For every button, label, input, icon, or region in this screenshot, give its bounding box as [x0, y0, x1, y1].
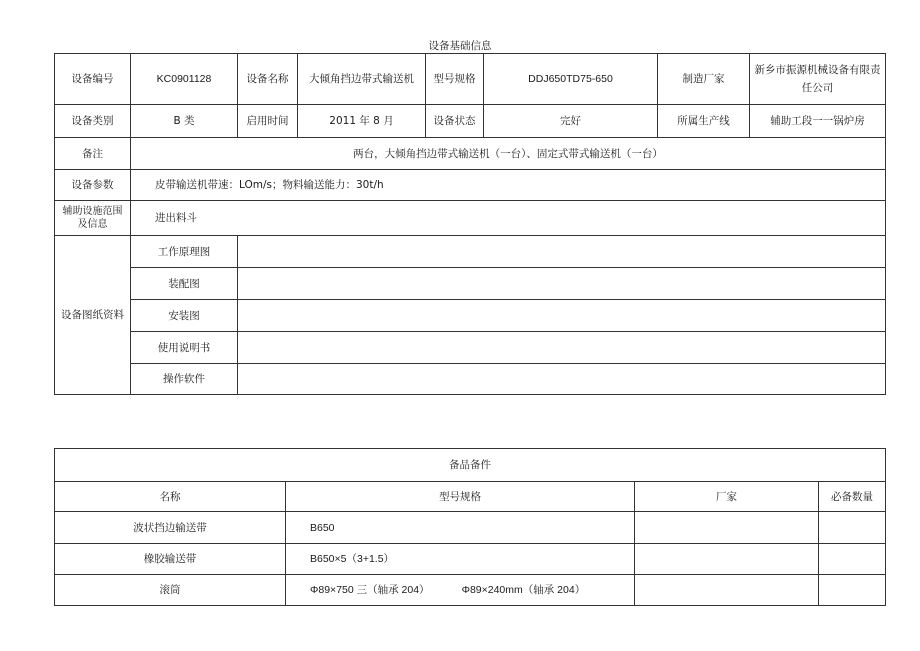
- row-drawing-4: [55, 332, 886, 364]
- status-value: 完好: [484, 105, 658, 138]
- spare-row: [55, 575, 886, 606]
- drawing-value: [238, 300, 886, 332]
- aux-label: 辅助设施范围及信息: [55, 201, 131, 236]
- spare-qty: [819, 512, 886, 544]
- model-label: 型号规格: [426, 54, 484, 105]
- equipment-name-label: 设备名称: [238, 54, 298, 105]
- spare-row: [55, 512, 886, 544]
- params-label: 设备参数: [55, 170, 131, 201]
- status-label: 设备状态: [426, 105, 484, 138]
- manufacturer-value: 新乡市振源机械设备有限责任公司: [750, 54, 886, 105]
- spare-spec: B650×5（3+1.5）: [286, 544, 635, 575]
- drawing-item: 安装图: [131, 300, 238, 332]
- spare-qty: [819, 544, 886, 575]
- production-line-label: 所属生产线: [658, 105, 750, 138]
- model-value: DDJ650TD75-650: [484, 54, 658, 105]
- spares-header-row: [55, 482, 886, 512]
- note-label: 备注: [55, 138, 131, 170]
- spare-spec: Φ89×750 三（轴承 204）: [310, 584, 430, 596]
- spare-qty: [819, 575, 886, 606]
- basic-info-table: [54, 53, 886, 395]
- spare-name: 波状挡边输送带: [55, 512, 286, 544]
- spare-spec-secondary: Φ89×240mm（轴承 204）: [461, 584, 586, 596]
- equipment-code: KC0901128: [131, 54, 238, 105]
- header-spec: 型号规格: [286, 482, 635, 512]
- row-drawing-5: [55, 364, 886, 395]
- header-maker: 厂家: [635, 482, 819, 512]
- row-aux: [55, 201, 886, 236]
- spare-maker: [635, 512, 819, 544]
- row-drawing-1: [55, 236, 886, 268]
- row-drawing-2: [55, 268, 886, 300]
- row-basic-2: [55, 105, 886, 138]
- spare-row: [55, 544, 886, 575]
- equipment-name: 大倾角挡边带式输送机: [298, 54, 426, 105]
- equipment-code-label: 设备编号: [55, 54, 131, 105]
- drawings-label: 设备图纸资料: [55, 236, 131, 395]
- drawing-value: [238, 332, 886, 364]
- category-label: 设备类别: [55, 105, 131, 138]
- start-date-value: 2011 年 8 月: [298, 105, 426, 138]
- spare-spec-cell: [286, 575, 635, 606]
- spare-name: 橡胶输送带: [55, 544, 286, 575]
- spare-parts-table: [54, 448, 886, 606]
- manufacturer-label: 制造厂家: [658, 54, 750, 105]
- spare-maker: [635, 544, 819, 575]
- drawing-value: [238, 268, 886, 300]
- drawing-value: [238, 364, 886, 395]
- header-qty: 必备数量: [819, 482, 886, 512]
- start-date-label: 启用时间: [238, 105, 298, 138]
- params-value: 皮带输送机带速：LOm/s；物料输送能力：30t/h: [131, 170, 886, 201]
- drawing-item: 工作原理图: [131, 236, 238, 268]
- basic-info-title: 设备基础信息: [428, 40, 492, 52]
- drawing-item: 使用说明书: [131, 332, 238, 364]
- spare-name: 滚筒: [55, 575, 286, 606]
- spares-title: 备品备件: [55, 449, 886, 482]
- aux-value: 进出料斗: [131, 201, 886, 236]
- drawing-item: 操作软件: [131, 364, 238, 395]
- drawing-item: 装配图: [131, 268, 238, 300]
- drawing-value: [238, 236, 886, 268]
- category-value: B 类: [131, 105, 238, 138]
- spare-maker: [635, 575, 819, 606]
- row-note: [55, 138, 886, 170]
- spare-spec: B650: [286, 512, 635, 544]
- row-basic-1: [55, 54, 886, 105]
- row-params: [55, 170, 886, 201]
- production-line-value: 辅助工段一一锅炉房: [750, 105, 886, 138]
- note-value: 两台，大倾角挡边带式输送机（一台）、固定式带式输送机（一台）: [131, 138, 886, 170]
- spares-title-row: [55, 449, 886, 482]
- header-name: 名称: [55, 482, 286, 512]
- row-drawing-3: [55, 300, 886, 332]
